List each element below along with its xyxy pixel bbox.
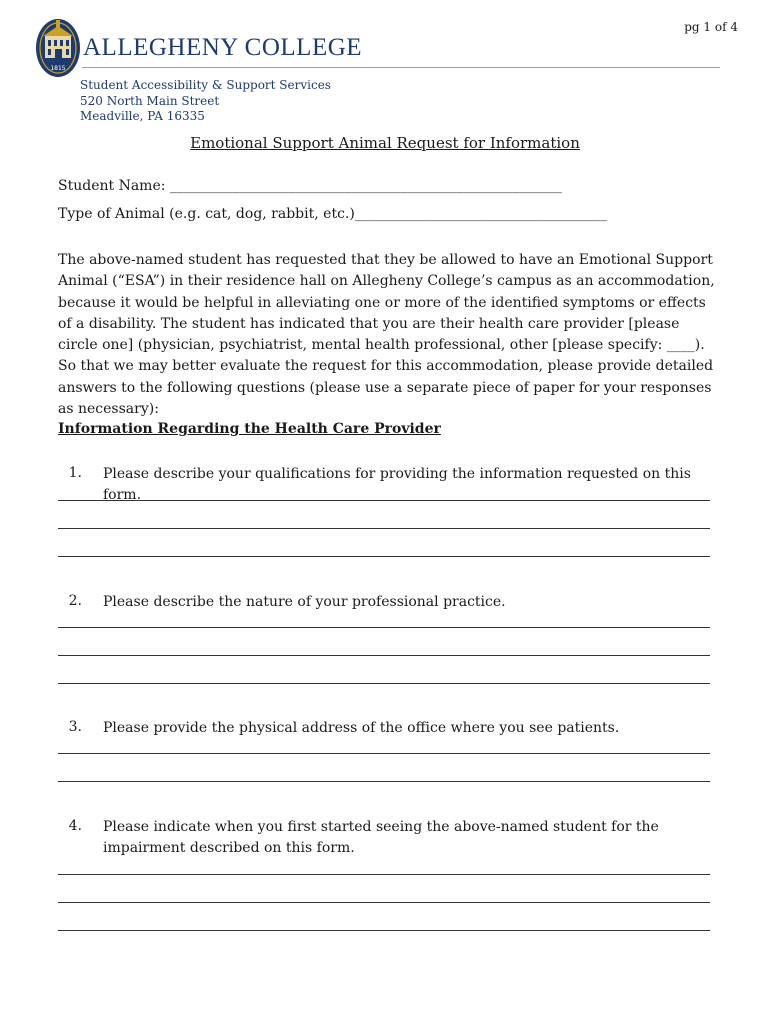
answer-line[interactable] [58, 627, 710, 628]
answer-line[interactable] [58, 655, 710, 656]
question-number: 1. [68, 465, 82, 481]
answer-line[interactable] [58, 528, 710, 529]
page-number: pg 1 of 4 [684, 20, 738, 34]
answer-line[interactable] [58, 753, 710, 754]
college-seal-logo [35, 14, 81, 78]
question-2-text: Please describe the nature of your professional practice. [103, 594, 506, 610]
form-title: Emotional Support Animal Request for Information [190, 134, 580, 152]
question-number: 2. [68, 593, 82, 609]
answer-line[interactable] [58, 930, 710, 931]
answer-line[interactable] [58, 874, 710, 875]
question-1-text: Please describe your qualifications for providing the information requested on this form. [103, 466, 691, 503]
animal-type-field[interactable]: Type of Animal (e.g. cat, dog, rabbit, etc.)____________________________________ [58, 206, 607, 222]
section-heading: Information Regarding the Health Care Provider [58, 421, 441, 437]
question-4-text: Please indicate when you first started seeing the above-named student for the impairment described on this form. [103, 819, 659, 856]
answer-line[interactable] [58, 781, 710, 782]
question-3-text: Please provide the physical address of the office where you see patients. [103, 720, 620, 736]
office-address [80, 78, 331, 125]
answer-line[interactable] [58, 500, 710, 501]
answer-line[interactable] [58, 683, 710, 684]
student-name-field[interactable]: Student Name: ________________________________________________________ [58, 178, 562, 194]
city-state-zip: Meadville, PA 16335 [80, 109, 205, 123]
answer-line[interactable] [58, 902, 710, 903]
question-number: 3. [68, 719, 82, 735]
header-divider [82, 67, 720, 68]
answer-line[interactable] [58, 556, 710, 557]
office-name: Student Accessibility & Support Services [80, 78, 331, 92]
question-number: 4. [68, 818, 82, 834]
intro-paragraph: The above-named student has requested that they be allowed to have an Emotional Support Animal (“ESA”) in their residence hall on Allegheny College’s campus as an accommodation, because it would be helpful in alleviating one or more of the identified symptoms or effects of a disability. The student has indicated that you are their health care provider [please circle one] (physician, psychiatrist, mental health professional, other [please specify: ____). So that we may better evaluate the request for this accommodation, please provide detailed answers to the following questions (please use a separate piece of paper for your responses as necessary): [58, 252, 715, 418]
college-name: ALLEGHENY COLLEGE [83, 34, 363, 61]
seal-year: 1815 [50, 65, 66, 72]
street-address: 520 North Main Street [80, 93, 220, 108]
